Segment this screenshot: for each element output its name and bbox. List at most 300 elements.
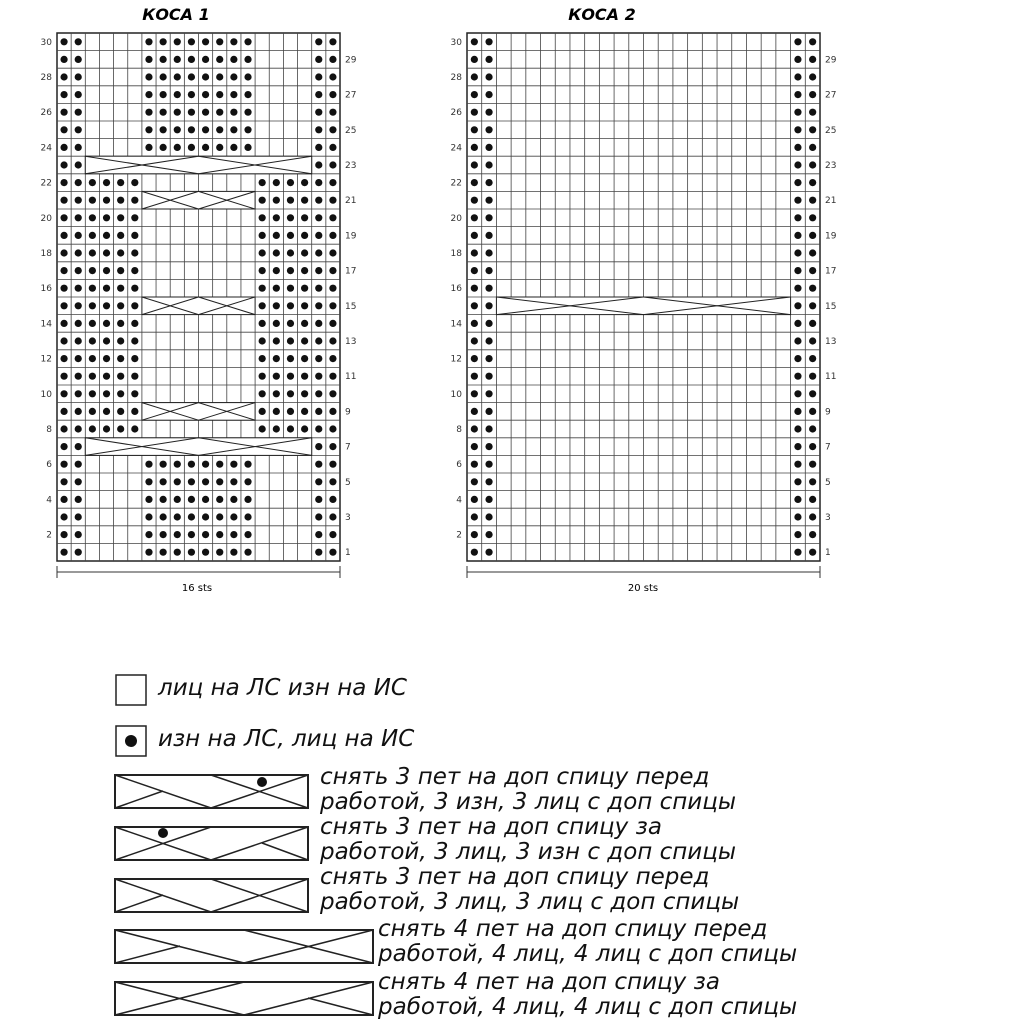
purl-dot: [103, 267, 110, 274]
row-number: 13: [345, 337, 357, 347]
purl-dot: [809, 109, 816, 116]
purl-dot: [329, 197, 336, 204]
purl-dot: [103, 390, 110, 397]
purl-dot: [131, 337, 138, 344]
purl-dot: [471, 91, 478, 98]
purl-dot: [216, 109, 223, 116]
purl-dot: [60, 302, 67, 309]
purl-dot: [794, 267, 801, 274]
purl-dot: [75, 56, 82, 63]
purl-dot: [471, 355, 478, 362]
purl-dot: [230, 73, 237, 80]
row-number: 7: [345, 442, 351, 453]
purl-dot: [89, 337, 96, 344]
purl-dot: [75, 91, 82, 98]
purl-dot: [117, 285, 124, 292]
row-number: 30: [40, 37, 52, 48]
purl-dot: [174, 478, 181, 485]
purl-dot: [103, 232, 110, 239]
purl-dot: [60, 232, 67, 239]
purl-dot: [471, 267, 478, 274]
purl-dot: [160, 513, 167, 520]
purl-dot: [75, 179, 82, 186]
row-number: 26: [40, 108, 52, 119]
purl-dot: [315, 337, 322, 344]
cable-cross: [85, 438, 311, 456]
purl-dot: [117, 355, 124, 362]
purl-dot: [794, 478, 801, 485]
purl-dot: [103, 425, 110, 432]
purl-dot: [485, 408, 492, 415]
purl-dot: [809, 443, 816, 450]
purl-dot: [315, 373, 322, 380]
purl-dot: [60, 161, 67, 168]
purl-dot: [230, 38, 237, 45]
purl-dot: [273, 390, 280, 397]
purl-dot: [60, 285, 67, 292]
purl-dot: [216, 73, 223, 80]
purl-dot: [188, 91, 195, 98]
purl-dot: [89, 285, 96, 292]
purl-dot: [287, 285, 294, 292]
purl-dot: [301, 214, 308, 221]
purl-dot: [103, 179, 110, 186]
cable-symbol-2: [115, 827, 308, 860]
purl-dot: [75, 478, 82, 485]
purl-dot: [202, 38, 209, 45]
purl-dot: [794, 443, 801, 450]
purl-dot: [315, 91, 322, 98]
purl-dot: [794, 549, 801, 556]
purl-dot: [145, 531, 152, 538]
row-number: 19: [825, 231, 837, 242]
purl-dot: [315, 126, 322, 133]
purl-dot: [329, 109, 336, 116]
purl-dot: [230, 91, 237, 98]
purl-dot: [89, 408, 96, 415]
purl-dot: [145, 513, 152, 520]
row-number: 28: [450, 73, 462, 83]
purl-dot: [75, 144, 82, 151]
purl-dot: [315, 56, 322, 63]
row-number: 6: [456, 460, 462, 471]
purl-dot: [329, 461, 336, 468]
purl-dot: [301, 232, 308, 239]
purl-dot: [287, 390, 294, 397]
purl-dot: [794, 56, 801, 63]
purl-dot: [794, 408, 801, 415]
purl-dot: [471, 549, 478, 556]
purl-dot: [273, 355, 280, 362]
row-number: 26: [450, 108, 462, 119]
legend-cable1-line1: снять 3 пет на доп спицу перед: [320, 764, 710, 790]
purl-dot: [301, 425, 308, 432]
width-label: 16 sts: [181, 583, 213, 594]
purl-dot: [216, 478, 223, 485]
chart-title: КОСА 2: [568, 5, 636, 24]
purl-dot: [471, 179, 478, 186]
purl-dot: [471, 443, 478, 450]
purl-dot: [485, 91, 492, 98]
purl-dot: [145, 461, 152, 468]
purl-dot: [174, 531, 181, 538]
purl-dot: [287, 267, 294, 274]
purl-dot: [329, 390, 336, 397]
purl-dot: [794, 337, 801, 344]
row-number: 10: [450, 389, 462, 400]
row-number: 5: [825, 477, 831, 488]
purl-dot: [471, 232, 478, 239]
purl-dot: [216, 496, 223, 503]
purl-dot: [794, 73, 801, 80]
cable-symbol-3: [115, 879, 308, 912]
purl-dot: [188, 109, 195, 116]
purl-dot: [794, 91, 801, 98]
purl-dot: [131, 355, 138, 362]
purl-dot: [315, 214, 322, 221]
purl-dot: [259, 302, 266, 309]
purl-dot: [160, 549, 167, 556]
purl-dot: [160, 38, 167, 45]
purl-dot: [485, 161, 492, 168]
purl-dot: [485, 320, 492, 327]
purl-dot: [315, 232, 322, 239]
purl-dot: [273, 320, 280, 327]
purl-dot: [230, 461, 237, 468]
purl-dot: [75, 461, 82, 468]
purl-dot: [244, 496, 251, 503]
purl-dot: [131, 408, 138, 415]
purl-dot: [230, 144, 237, 151]
purl-dot: [75, 109, 82, 116]
purl-dot: [794, 513, 801, 520]
purl-dot: [287, 214, 294, 221]
purl-dot: [485, 443, 492, 450]
purl-dot: [485, 56, 492, 63]
row-numbers-left: [451, 38, 463, 541]
purl-dot: [244, 478, 251, 485]
purl-dot: [145, 478, 152, 485]
purl-dot: [60, 337, 67, 344]
row-number: 14: [450, 319, 462, 330]
purl-dot: [273, 408, 280, 415]
cable-cross: [142, 191, 255, 209]
purl-dot: [60, 144, 67, 151]
purl-dot: [809, 425, 816, 432]
purl-dot: [202, 73, 209, 80]
purl-dot: [315, 549, 322, 556]
purl-dot: [809, 285, 816, 292]
purl-dot: [287, 232, 294, 239]
purl-dot: [485, 531, 492, 538]
purl-dot: [315, 285, 322, 292]
purl-dot: [315, 109, 322, 116]
purl-dot: [160, 91, 167, 98]
purl-dot: [329, 496, 336, 503]
purl-dot: [809, 355, 816, 362]
purl-dot: [75, 408, 82, 415]
purl-dot: [202, 126, 209, 133]
row-number: 8: [456, 425, 462, 435]
purl-dot: [60, 531, 67, 538]
purl-dot: [89, 214, 96, 221]
purl-dot: [315, 73, 322, 80]
purl-dot: [259, 179, 266, 186]
purl-dot: [809, 73, 816, 80]
row-number: 27: [825, 90, 837, 101]
purl-dot: [471, 373, 478, 380]
row-number: 9: [825, 407, 831, 418]
purl-dot: [287, 425, 294, 432]
row-number: 12: [40, 354, 52, 365]
purl-dot: [75, 267, 82, 274]
purl-dot: [471, 337, 478, 344]
row-number: 28: [40, 73, 52, 83]
purl-dot: [60, 91, 67, 98]
purl-dot: [188, 56, 195, 63]
purl-dot: [188, 513, 195, 520]
purl-dot: [794, 461, 801, 468]
purl-dot: [216, 144, 223, 151]
purl-dot: [103, 285, 110, 292]
row-number: 22: [40, 178, 52, 189]
purl-dot: [301, 390, 308, 397]
legend-cable5-line1: снять 4 пет на доп спицу за: [378, 969, 720, 995]
purl-dot: [329, 56, 336, 63]
purl-dot: [202, 478, 209, 485]
legend-cable2-line1: снять 3 пет на доп спицу за: [320, 814, 662, 840]
row-number: 23: [825, 161, 837, 171]
purl-dot: [230, 531, 237, 538]
purl-dot: [301, 197, 308, 204]
purl-dot: [471, 513, 478, 520]
purl-dot: [244, 126, 251, 133]
purl-dot: [471, 109, 478, 116]
chart-kosa-2: [451, 5, 837, 594]
purl-dot: [794, 373, 801, 380]
purl-dot: [216, 91, 223, 98]
purl-dot: [244, 531, 251, 538]
row-number: 2: [46, 530, 52, 541]
purl-dot: [244, 56, 251, 63]
purl-dot: [809, 373, 816, 380]
purl-dot: [60, 496, 67, 503]
purl-dot: [75, 232, 82, 239]
purl-dot: [244, 549, 251, 556]
purl-dot: [485, 249, 492, 256]
row-number: 7: [825, 442, 831, 453]
purl-dot: [216, 56, 223, 63]
purl-dot: [329, 443, 336, 450]
purl-dot: [287, 197, 294, 204]
purl-dot: [315, 478, 322, 485]
purl-dot: [131, 232, 138, 239]
purl-dot: [315, 408, 322, 415]
purl-dot: [329, 425, 336, 432]
purl-dot: [60, 461, 67, 468]
purl-dot: [259, 425, 266, 432]
purl-dot: [794, 425, 801, 432]
purl-dot: [809, 232, 816, 239]
purl-dot: [145, 549, 152, 556]
purl-dot: [329, 73, 336, 80]
purl-dot: [301, 179, 308, 186]
purl-dot: [809, 408, 816, 415]
purl-dot: [60, 373, 67, 380]
row-number: 10: [40, 389, 52, 400]
purl-dot: [485, 214, 492, 221]
purl-dot: [145, 73, 152, 80]
purl-dot: [315, 390, 322, 397]
purl-dot: [117, 302, 124, 309]
purl-dot: [160, 461, 167, 468]
purl-dot: [471, 320, 478, 327]
purl-dot: [471, 56, 478, 63]
purl-dot: [103, 320, 110, 327]
purl-dot: [89, 302, 96, 309]
purl-dot: [117, 232, 124, 239]
row-number: 18: [40, 249, 52, 259]
purl-dot: [809, 38, 816, 45]
purl-dot: [131, 249, 138, 256]
purl-dot: [259, 214, 266, 221]
purl-dot: [131, 373, 138, 380]
purl-dot: [329, 320, 336, 327]
legend-cable3-line2: работой, 3 лиц, 3 лиц с доп спицы: [320, 889, 740, 915]
purl-dot: [315, 267, 322, 274]
row-number: 20: [450, 213, 462, 224]
purl-dot: [89, 232, 96, 239]
purl-dot: [160, 531, 167, 538]
purl-dot: [471, 285, 478, 292]
purl-dot: [145, 496, 152, 503]
legend-cable4-line2: работой, 4 лиц, 4 лиц с доп спицы: [378, 941, 798, 967]
purl-dot: [131, 390, 138, 397]
row-number: 19: [345, 231, 357, 242]
purl-dot: [287, 302, 294, 309]
purl-dot: [471, 73, 478, 80]
purl-dot: [131, 267, 138, 274]
row-number: 16: [40, 284, 52, 295]
purl-dot: [259, 232, 266, 239]
purl-dot: [259, 390, 266, 397]
purl-dot: [485, 425, 492, 432]
row-number: 29: [825, 55, 837, 66]
purl-dot: [794, 109, 801, 116]
row-number: 23: [345, 161, 357, 171]
purl-dot: [287, 320, 294, 327]
purl-dot: [188, 496, 195, 503]
row-number: 25: [825, 125, 837, 136]
purl-dot: [103, 355, 110, 362]
purl-dot: [485, 496, 492, 503]
purl-dot: [60, 56, 67, 63]
purl-dot: [273, 302, 280, 309]
row-number: 22: [450, 178, 462, 189]
purl-dot: [117, 267, 124, 274]
stitch-grid: [467, 33, 820, 561]
purl-dot: [202, 144, 209, 151]
row-number: 17: [345, 266, 357, 277]
purl-dot: [471, 408, 478, 415]
purl-dot: [202, 109, 209, 116]
purl-dot: [471, 425, 478, 432]
row-number: 17: [825, 266, 837, 277]
purl-dot: [230, 56, 237, 63]
purl-dot: [60, 249, 67, 256]
purl-dot: [103, 302, 110, 309]
purl-dot: [273, 179, 280, 186]
purl-dot: [273, 337, 280, 344]
purl-dot: [188, 73, 195, 80]
purl-dot: [485, 267, 492, 274]
purl-dot: [202, 91, 209, 98]
purl-dot: [329, 232, 336, 239]
purl-dot: [160, 73, 167, 80]
row-number: 9: [345, 407, 351, 418]
row-number: 24: [40, 143, 52, 154]
cable-cross: [142, 403, 255, 421]
purl-dot: [60, 320, 67, 327]
row-number: 13: [825, 337, 837, 347]
purl-dot: [471, 390, 478, 397]
purl-dot: [809, 478, 816, 485]
purl-dot: [216, 461, 223, 468]
purl-dot: [471, 126, 478, 133]
purl-dot: [329, 285, 336, 292]
purl-dot: [75, 320, 82, 327]
purl-dot: [103, 249, 110, 256]
chart-kosa-1: [41, 5, 357, 594]
purl-dot: [794, 285, 801, 292]
purl-dot: [160, 109, 167, 116]
purl-dot: [485, 144, 492, 151]
purl-dot: [75, 443, 82, 450]
purl-dot: [471, 249, 478, 256]
purl-dot: [75, 161, 82, 168]
purl-dot: [89, 179, 96, 186]
purl-dot: [794, 144, 801, 151]
purl-dot: [202, 531, 209, 538]
row-numbers-left: [41, 38, 53, 541]
purl-dot: [329, 91, 336, 98]
purl-dot: [103, 214, 110, 221]
purl-dot: [485, 38, 492, 45]
purl-dot: [202, 461, 209, 468]
purl-dot: [103, 408, 110, 415]
purl-dot: [794, 320, 801, 327]
purl-dot: [809, 337, 816, 344]
purl-dot: [216, 531, 223, 538]
purl-dot: [809, 161, 816, 168]
purl-dot: [145, 91, 152, 98]
purl-dot: [259, 249, 266, 256]
purl-dot: [117, 249, 124, 256]
purl-dot: [301, 337, 308, 344]
purl-dot: [485, 73, 492, 80]
purl-dot: [188, 549, 195, 556]
purl-dot: [202, 496, 209, 503]
purl-dot: [485, 126, 492, 133]
purl-dot: [75, 285, 82, 292]
row-numbers-right: [345, 55, 357, 558]
width-bracket: [57, 566, 340, 578]
purl-dot: [259, 373, 266, 380]
legend-purl-label: изн на ЛС, лиц на ИС: [158, 726, 415, 752]
purl-dot: [174, 461, 181, 468]
row-number: 25: [345, 125, 357, 136]
purl-dot: [89, 197, 96, 204]
